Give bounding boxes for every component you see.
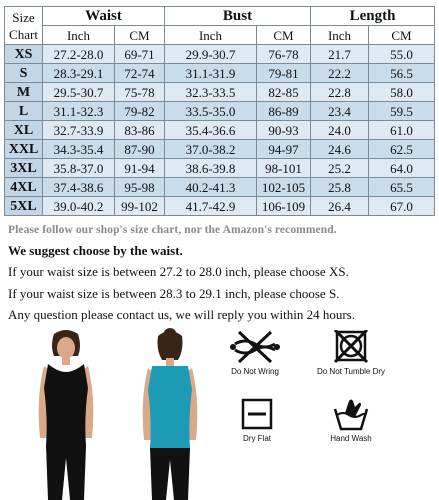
table-cell: 39.0-40.2 (43, 197, 115, 216)
table-cell: 40.2-41.3 (165, 178, 257, 197)
care-hand-wash (306, 397, 396, 443)
care-dry-flat (212, 397, 302, 443)
table-cell: 102-105 (257, 178, 311, 197)
table-cell: 75-78 (115, 83, 165, 102)
size-label: L (5, 102, 43, 121)
table-row (5, 159, 435, 178)
table-cell: 32.3-33.5 (165, 83, 257, 102)
model-front-figure (18, 328, 113, 500)
care-do-not-tumble-dry (306, 330, 396, 376)
table-cell: 22.8 (311, 83, 369, 102)
pants-front (46, 446, 86, 500)
table-cell: 33.5-35.0 (165, 102, 257, 121)
neck (166, 358, 174, 366)
do-not-tumble-dry-icon (333, 330, 369, 364)
size-label: 3XL (5, 159, 43, 178)
table-cell: 67.0 (369, 197, 435, 216)
size-label: S (5, 64, 43, 83)
table-row (5, 102, 435, 121)
table-cell: 87-90 (115, 140, 165, 159)
table-row (5, 83, 435, 102)
table-cell: 58.0 (369, 83, 435, 102)
table-cell: 21.7 (311, 45, 369, 64)
unit-header: CM (257, 26, 311, 45)
table-cell: 76-78 (257, 45, 311, 64)
do-not-wring-icon (229, 330, 281, 364)
group-waist: Waist (43, 7, 165, 26)
table-cell: 34.3-35.4 (43, 140, 115, 159)
table-cell: 29.9-30.7 (165, 45, 257, 64)
group-bust: Bust (165, 7, 311, 26)
table-cell: 106-109 (257, 197, 311, 216)
size-chart (4, 6, 434, 216)
do-not-wring-label: Do Not Wring (231, 367, 279, 376)
table-row (5, 45, 435, 64)
table-cell: 82-85 (257, 83, 311, 102)
size-chart-table (4, 6, 435, 216)
table-cell: 59.5 (369, 102, 435, 121)
table-cell: 56.5 (369, 64, 435, 83)
header-row-units (5, 26, 435, 45)
table-row (5, 140, 435, 159)
face (57, 337, 75, 359)
unit-header: Inch (43, 26, 115, 45)
unit-header: CM (115, 26, 165, 45)
table-cell: 61.0 (369, 121, 435, 140)
table-cell: 79-82 (115, 102, 165, 121)
pants-back (150, 448, 190, 500)
table-cell: 24.6 (311, 140, 369, 159)
table-row (5, 197, 435, 216)
table-cell: 31.1-31.9 (165, 64, 257, 83)
size-label: M (5, 83, 43, 102)
contact-line: Any question please contact us, we will reply you within 24 hours. (8, 307, 355, 322)
table-cell: 25.8 (311, 178, 369, 197)
table-cell: 22.2 (311, 64, 369, 83)
hand-wash-label: Hand Wash (330, 434, 372, 443)
table-cell: 95-98 (115, 178, 165, 197)
neck (62, 357, 70, 365)
unit-header: Inch (165, 26, 257, 45)
table-cell: 41.7-42.9 (165, 197, 257, 216)
instruction-line-s: If your waist size is between 28.3 to 29.1 inch, please choose S. (8, 286, 340, 301)
table-row (5, 64, 435, 83)
table-cell: 35.8-37.0 (43, 159, 115, 178)
corner-label-chart: Chart (9, 26, 38, 42)
care-do-not-wring (210, 330, 300, 376)
table-cell: 27.2-28.0 (43, 45, 115, 64)
group-length: Length (311, 7, 435, 26)
instruction-line-xs: If your waist size is between 27.2 to 28.0 inch, please choose XS. (8, 264, 349, 279)
hand-wash-icon (331, 397, 371, 431)
table-cell: 69-71 (115, 45, 165, 64)
unit-header: CM (369, 26, 435, 45)
table-cell: 62.5 (369, 140, 435, 159)
table-row (5, 178, 435, 197)
unit-header: Inch (311, 26, 369, 45)
model-back-figure (122, 328, 217, 500)
table-cell: 55.0 (369, 45, 435, 64)
size-label: XL (5, 121, 43, 140)
table-cell: 94-97 (257, 140, 311, 159)
table-row (5, 121, 435, 140)
hair-bun (164, 328, 176, 338)
table-cell: 38.6-39.8 (165, 159, 257, 178)
table-cell: 28.3-29.1 (43, 64, 115, 83)
table-cell: 72-74 (115, 64, 165, 83)
do-not-tumble-dry-label: Do Not Tumble Dry (316, 367, 386, 376)
table-cell: 35.4-36.6 (165, 121, 257, 140)
table-cell: 91-94 (115, 159, 165, 178)
size-chart-corner (5, 7, 43, 45)
table-cell: 79-81 (257, 64, 311, 83)
table-cell: 99-102 (115, 197, 165, 216)
size-label: 4XL (5, 178, 43, 197)
table-cell: 23.4 (311, 102, 369, 121)
vest-front (44, 364, 88, 446)
table-cell: 26.4 (311, 197, 369, 216)
size-label: 5XL (5, 197, 43, 216)
size-label: XXL (5, 140, 43, 159)
size-chart-note: Please follow our shop's size chart, nor the Amazon's recommend. (8, 224, 337, 236)
table-cell: 37.4-38.6 (43, 178, 115, 197)
table-cell: 32.7-33.9 (43, 121, 115, 140)
table-cell: 86-89 (257, 102, 311, 121)
table-cell: 90-93 (257, 121, 311, 140)
table-cell: 37.0-38.2 (165, 140, 257, 159)
dry-flat-icon (240, 397, 274, 431)
table-cell: 65.5 (369, 178, 435, 197)
table-cell: 31.1-32.3 (43, 102, 115, 121)
header-row-groups (5, 7, 435, 26)
table-cell: 24.0 (311, 121, 369, 140)
table-cell: 83-86 (115, 121, 165, 140)
size-label: XS (5, 45, 43, 64)
dry-flat-label: Dry Flat (243, 434, 271, 443)
suggestion-heading: We suggest choose by the waist. (8, 243, 183, 258)
corner-label-size: Size (12, 9, 35, 25)
table-cell: 64.0 (369, 159, 435, 178)
table-cell: 29.5-30.7 (43, 83, 115, 102)
table-cell: 25.2 (311, 159, 369, 178)
table-cell: 98-101 (257, 159, 311, 178)
vest-back (148, 366, 192, 448)
